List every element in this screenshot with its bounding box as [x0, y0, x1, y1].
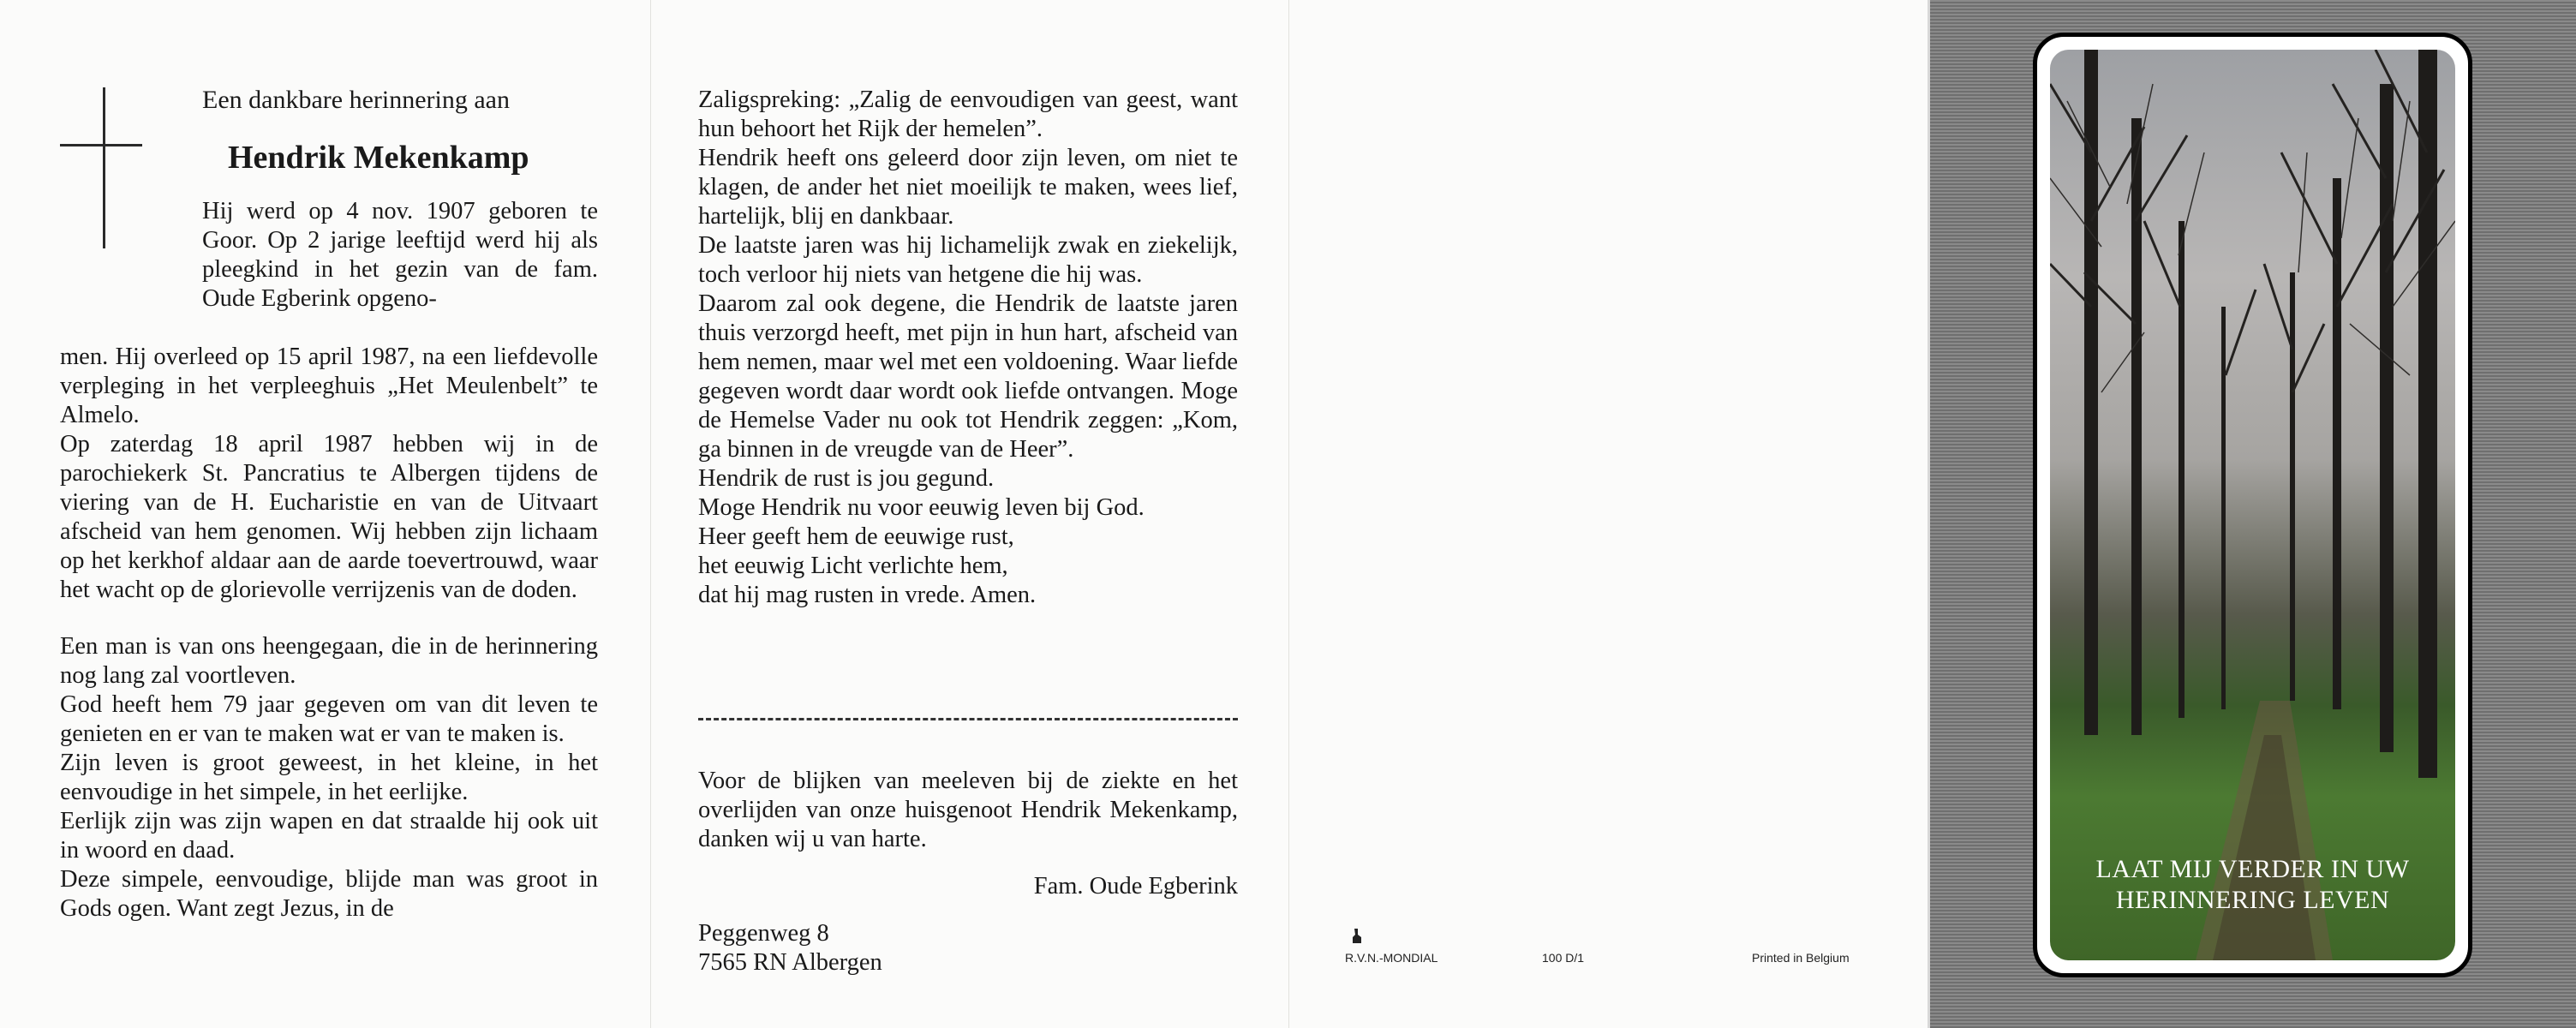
- card-panel-left: [0, 0, 651, 1028]
- publisher-logo-icon: [1351, 927, 1363, 944]
- address-street: Peggenweg 8: [698, 920, 829, 947]
- prayer-line: dat hij mag rusten in vrede. Amen.: [698, 582, 1037, 608]
- tribute-paragraph: Een man is van ons heengegaan, die in de herinnering nog lang zal voortleven.: [60, 633, 598, 689]
- forest-path-photo: [2050, 50, 2455, 960]
- cover-caption: [2050, 854, 2455, 916]
- intro-line: Een dankbare herinnering aan: [202, 86, 510, 114]
- caption-line: HERINNERING LEVEN: [2115, 886, 2390, 914]
- family-signature: Fam. Oude Egberink: [1033, 873, 1238, 900]
- reflection-paragraph: Hendrik heeft ons geleerd door zijn leven, om niet te klagen, de ander het niet moeilijk te maken, wees lief, hartelijk, blij en dankbaar.: [698, 145, 1238, 230]
- print-code: 100 D/1: [1542, 951, 1585, 965]
- cross-icon-bar: [60, 144, 142, 146]
- dashed-divider: [698, 718, 1238, 720]
- reflection-paragraph: De laatste jaren was hij lichamelijk zwak en ziekelijk, toch verloor hij niets van hetgene die hij was.: [698, 232, 1238, 288]
- beatitude-paragraph: Zaligspreking: „Zalig de eenvoudigen van geest, want hun behoort het Rijk der hemelen”.: [698, 87, 1238, 142]
- tribute-paragraph: God heeft hem 79 jaar gegeven om van dit leven te genieten en er van te maken wat er van te maken is.: [60, 691, 598, 747]
- caption-line: LAAT MIJ VERDER IN UW: [2095, 855, 2410, 883]
- tribute-paragraph: Eerlijk zijn was zijn wapen en dat straalde hij ook uit in woord en daad.: [60, 808, 598, 864]
- tribute-paragraph: Deze simpele, eenvoudige, blijde man was groot in Gods ogen. Want zegt Jezus, in de: [60, 866, 598, 922]
- tribute-text: [60, 632, 598, 923]
- funeral-paragraph: Op zaterdag 18 april 1987 hebben wij in de parochiekerk St. Pancratius te Albergen tijdens de viering van de H. Eucharistie en van de Uitvaart afscheid van hem genomen. Wij hebben zijn lichaam op het kerkhof aldaar aan de aarde toevertrouwd, waar het wacht op de glorievolle verrijzenis van de doden.: [60, 431, 598, 603]
- card-panel-cover: [1928, 0, 2576, 1028]
- biography-lead: Hij werd op 4 nov. 1907 geboren te Goor. Op 2 jarige leeftijd werd hij als pleegkind in het gezin van de fam. Oude Egberink opgeno-: [202, 198, 598, 312]
- prayer-line: Heer geeft hem de eeuwige rust,: [698, 523, 1014, 550]
- publisher-name: R.V.N.-MONDIAL: [1345, 951, 1438, 965]
- deceased-name: Hendrik Mekenkamp: [228, 140, 529, 176]
- photo-frame: [2033, 33, 2472, 977]
- address-city: 7565 RN Albergen: [698, 949, 882, 976]
- prayer-line: het eeuwig Licht verlichte hem,: [698, 553, 1008, 579]
- tribute-paragraph: Zijn leven is groot geweest, in het kleine, in het eenvoudige in het simpele, in het eerlijke.: [60, 750, 598, 805]
- prayer-line: Hendrik de rust is jou gegund.: [698, 465, 995, 492]
- card-panel-back: [1289, 0, 1928, 1028]
- biography-paragraph: men. Hij overleed op 15 april 1987, na een liefdevolle verpleging in het verpleeghuis „Het Meulenbelt” te Almelo.: [60, 344, 598, 428]
- thanks-text: Voor de blijken van meeleven bij de ziekte en het overlijden van onze huisgenoot Hendrik Mekenkamp, danken wij u van harte.: [698, 768, 1238, 852]
- printed-in: Printed in Belgium: [1752, 951, 1850, 965]
- reflection-paragraph: Daarom zal ook degene, die Hendrik de laatste jaren thuis verzorgd heeft, met pijn in hun hart, afscheid van hem nemen, maar wel met een voldoening. Waar liefde gegeven wordt daar wordt ook liefde ontvangen. Moge de Hemelse Vader nu ook tot Hendrik zeggen: „Kom, ga binnen in de vreugde van de Heer”.: [698, 290, 1238, 463]
- card-panel-middle: [651, 0, 1289, 1028]
- cross-icon: [103, 87, 105, 248]
- address: [698, 919, 1238, 977]
- tree-lane-illustration: [2050, 50, 2455, 960]
- reflection-text: [698, 86, 1238, 610]
- biography-text: [60, 343, 598, 605]
- prayer-line: Moge Hendrik nu voor eeuwig leven bij God.: [698, 494, 1145, 521]
